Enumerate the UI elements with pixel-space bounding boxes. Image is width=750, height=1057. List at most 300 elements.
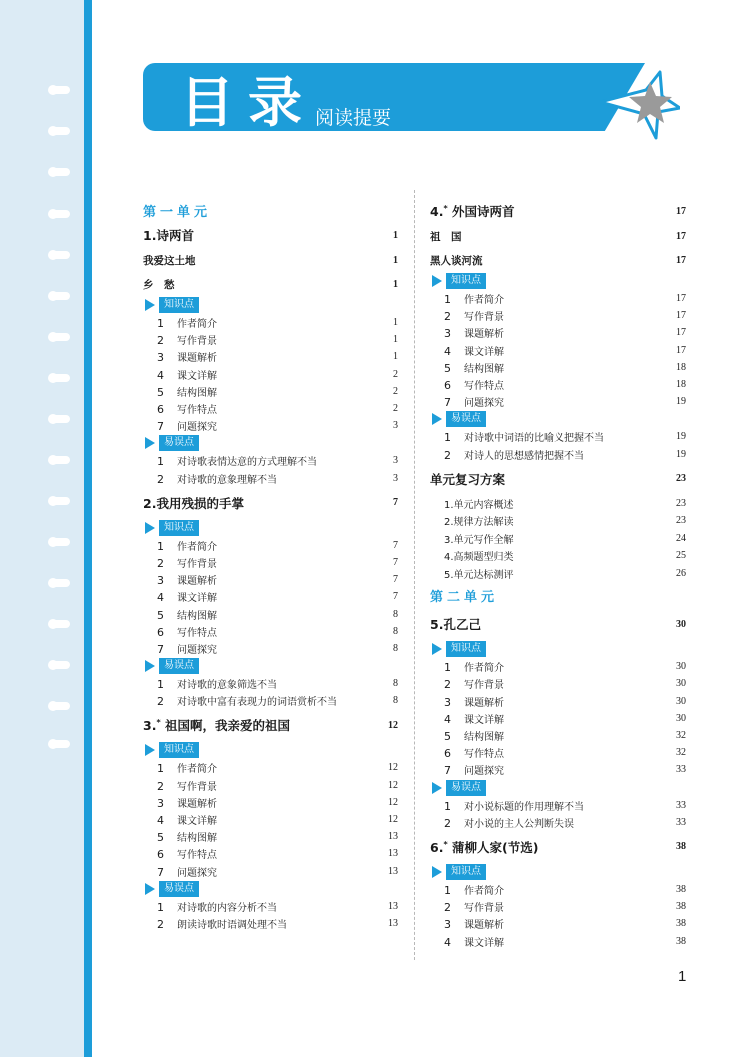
toc-item-entry[interactable]	[143, 470, 398, 487]
page-ref: 13	[388, 917, 398, 929]
item-title	[157, 641, 217, 656]
column-divider	[414, 190, 415, 960]
lesson-title: 5.孔乙己	[430, 617, 481, 633]
lesson-title	[430, 838, 538, 856]
toc-item-entry[interactable]	[143, 811, 398, 828]
toc-item-entry[interactable]	[143, 400, 398, 417]
play-arrow-icon	[432, 643, 442, 655]
page-ref: 12	[388, 719, 398, 731]
item-title	[444, 659, 504, 674]
toc-item-entry[interactable]	[143, 605, 398, 622]
page-ref: 7	[393, 556, 398, 568]
play-arrow-icon	[145, 522, 155, 534]
lesson-title	[430, 202, 515, 220]
toc-item-entry[interactable]	[430, 710, 686, 727]
item-text: 问题探究	[177, 644, 217, 656]
page-ref: 12	[388, 796, 398, 808]
item-title	[157, 349, 217, 364]
toc-item-entry[interactable]	[143, 915, 398, 932]
toc-review-entry[interactable]	[430, 495, 686, 513]
item-title	[444, 513, 514, 528]
item-text: 写作特点	[464, 749, 504, 761]
toc-lesson-entry[interactable]	[143, 222, 398, 248]
item-text: 对诗歌中词语的比喻义把握不当	[464, 433, 604, 445]
item-number: 6	[444, 747, 451, 761]
item-title	[157, 401, 217, 416]
item-number: 2	[157, 472, 164, 486]
toc-item-entry[interactable]	[430, 693, 686, 710]
ring	[52, 168, 70, 176]
item-title	[157, 864, 217, 879]
sub-title: 我爱这土地	[143, 254, 196, 267]
page-ref: 8	[393, 608, 398, 620]
item-text: 写作背景	[177, 558, 217, 570]
item-title	[444, 377, 504, 392]
toc-item-entry[interactable]	[143, 331, 398, 348]
item-number: 2	[157, 695, 164, 709]
page-ref: 24	[676, 532, 686, 544]
play-arrow-icon	[145, 660, 155, 672]
item-text: 对诗人的思想感情把握不当	[464, 450, 584, 462]
toc-item-entry[interactable]	[430, 727, 686, 744]
page-ref: 12	[388, 779, 398, 791]
page-ref: 7	[393, 591, 398, 603]
toc-item-entry[interactable]	[430, 342, 686, 359]
knowledge-tag	[143, 296, 398, 314]
item-text: 课题解析	[464, 920, 504, 932]
item-text: 写作特点	[177, 850, 217, 862]
spine-edge	[84, 0, 92, 1057]
item-text: 写作背景	[464, 903, 504, 915]
play-arrow-icon	[432, 413, 442, 425]
page-ref: 3	[393, 420, 398, 432]
toc-right-column	[430, 198, 686, 950]
tag-label: 易误点	[446, 411, 486, 427]
item-title	[444, 762, 504, 777]
play-arrow-icon	[145, 744, 155, 756]
play-arrow-icon	[145, 299, 155, 311]
page-ref: 1	[393, 351, 398, 363]
knowledge-tag	[143, 519, 398, 537]
page-ref: 12	[388, 762, 398, 774]
toc-item-entry[interactable]	[143, 828, 398, 845]
toc-review-entry[interactable]	[430, 547, 686, 565]
toc-item-entry[interactable]	[430, 814, 686, 831]
item-text: 对诗歌中富有表现力的词语赏析不当	[177, 697, 337, 709]
page-title: 目录	[180, 71, 316, 134]
lesson-title: 单元复习方案	[430, 471, 506, 487]
item-number: 3	[157, 796, 164, 810]
page-ref: 25	[676, 550, 686, 562]
item-number: 5	[444, 361, 451, 375]
item-number: 3	[444, 918, 451, 932]
sub-title: 祖 国	[430, 230, 462, 243]
lesson-title: 1.诗两首	[143, 228, 194, 243]
page-ref: 1	[393, 229, 398, 241]
item-number: 7	[444, 764, 451, 778]
toc-item-entry[interactable]	[143, 383, 398, 400]
toc-left-column	[143, 198, 398, 932]
lesson-name: 外国诗两首	[452, 204, 515, 219]
item-number: 3	[157, 351, 164, 365]
page-ref: 17	[676, 293, 686, 305]
page-ref: 17	[676, 310, 686, 322]
item-number: 1	[157, 539, 164, 553]
lesson-name: 祖国啊，我亲爱的祖国	[165, 718, 291, 734]
item-title	[157, 778, 217, 793]
page-ref: 30	[676, 712, 686, 724]
page-ref: 2	[393, 385, 398, 397]
toc-sub-entry[interactable]	[430, 248, 686, 272]
page-ref: 38	[676, 841, 686, 853]
item-number: 1	[444, 293, 451, 307]
item-text: 2.规律方法解读	[444, 517, 514, 529]
toc-sub-entry[interactable]	[430, 224, 686, 248]
page-ref: 2	[393, 403, 398, 415]
item-title	[157, 572, 217, 587]
play-arrow-icon	[145, 883, 155, 895]
toc-item-entry[interactable]	[143, 314, 398, 331]
tag-label: 知识点	[159, 297, 199, 313]
item-title	[444, 531, 514, 546]
item-text: 对诗歌的意象理解不当	[177, 474, 277, 486]
item-number: 5	[157, 608, 164, 622]
item-number: 2	[157, 779, 164, 793]
item-title	[444, 566, 514, 581]
ring	[52, 210, 70, 218]
page-ref: 30	[676, 661, 686, 673]
page-ref: 17	[676, 327, 686, 339]
item-title	[444, 745, 504, 760]
error-tag	[430, 410, 686, 428]
item-text: 作者简介	[464, 295, 504, 307]
page-ref: 1	[393, 317, 398, 329]
toc-item-entry[interactable]	[430, 915, 686, 932]
unit-heading	[143, 198, 398, 222]
play-arrow-icon	[432, 275, 442, 287]
lesson-title: 2.我用残损的手掌	[143, 495, 244, 511]
page-ref: 17	[676, 344, 686, 356]
item-text: 写作背景	[464, 680, 504, 692]
item-text: 4.高频题型归类	[444, 552, 514, 564]
toc-sub-entry[interactable]	[143, 272, 398, 296]
toc-item-entry[interactable]	[143, 675, 398, 692]
item-text: 课题解析	[177, 353, 217, 365]
toc-item-entry[interactable]	[430, 428, 686, 445]
star-icon	[600, 68, 680, 142]
item-title	[444, 815, 574, 830]
toc-item-entry[interactable]	[430, 290, 686, 307]
optional-mark: *	[156, 718, 161, 728]
item-text: 课文详解	[177, 816, 217, 828]
toc-lesson-entry[interactable]	[430, 198, 686, 224]
item-title	[157, 589, 217, 604]
toc-item-entry[interactable]	[430, 376, 686, 393]
page-ref: 33	[676, 799, 686, 811]
toc-item-entry[interactable]	[430, 898, 686, 915]
toc-item-entry[interactable]	[143, 863, 398, 880]
item-text: 课题解析	[177, 576, 217, 588]
item-number: 1	[157, 678, 164, 692]
item-text: 朗读诗歌时语调处理不当	[177, 919, 287, 931]
page-ref: 13	[388, 865, 398, 877]
item-text: 结构图解	[464, 732, 504, 744]
tag-label: 易误点	[159, 658, 199, 674]
play-arrow-icon	[432, 782, 442, 794]
toc-item-entry[interactable]	[430, 393, 686, 410]
item-number: 4	[157, 591, 164, 605]
toc-sub-entry[interactable]	[143, 248, 398, 272]
item-number: 2	[444, 448, 451, 462]
page-ref: 1	[393, 254, 398, 266]
toc-lesson-entry[interactable]	[430, 608, 686, 640]
item-number: 1	[157, 317, 164, 331]
page-ref: 17	[676, 254, 686, 266]
item-text: 作者简介	[464, 885, 504, 897]
error-tag	[143, 880, 398, 898]
ring	[52, 497, 70, 505]
toc-review-entry[interactable]	[430, 512, 686, 530]
toc-item-entry[interactable]	[143, 777, 398, 794]
toc-item-entry[interactable]	[143, 537, 398, 554]
unit-heading	[430, 582, 686, 608]
item-text: 写作特点	[177, 627, 217, 639]
toc-item-entry[interactable]	[143, 794, 398, 811]
page-ref: 32	[676, 730, 686, 742]
page-ref: 33	[676, 764, 686, 776]
knowledge-tag	[430, 640, 686, 658]
item-text: 3.单元写作全解	[444, 534, 514, 546]
ring	[52, 127, 70, 135]
toc-item-entry[interactable]	[143, 759, 398, 776]
tag-label: 知识点	[159, 520, 199, 536]
item-title	[157, 418, 217, 433]
item-text: 课文详解	[177, 593, 217, 605]
toc-lesson-entry[interactable]	[143, 487, 398, 519]
item-title	[157, 367, 217, 382]
toc-item-entry[interactable]	[430, 675, 686, 692]
optional-mark: *	[443, 839, 448, 849]
toc-item-entry[interactable]	[143, 348, 398, 365]
item-number: 4	[444, 344, 451, 358]
play-arrow-icon	[145, 437, 155, 449]
item-number: 1	[157, 762, 164, 776]
item-number: 3	[444, 327, 451, 341]
page-ref: 30	[676, 618, 686, 630]
item-title	[444, 343, 504, 358]
item-title	[157, 795, 217, 810]
knowledge-tag	[430, 272, 686, 290]
unit-label: 第二单元	[430, 589, 499, 605]
item-text: 1.单元内容概述	[444, 499, 514, 511]
item-number: 3	[157, 574, 164, 588]
item-number: 5	[157, 831, 164, 845]
toc-item-entry[interactable]	[430, 932, 686, 949]
page-ref: 18	[676, 379, 686, 391]
item-number: 5	[157, 385, 164, 399]
item-text: 作者简介	[177, 764, 217, 776]
toc-item-entry[interactable]	[143, 845, 398, 862]
tag-label: 知识点	[446, 864, 486, 880]
toc-item-entry[interactable]	[143, 366, 398, 383]
knowledge-tag	[430, 863, 686, 881]
item-title	[157, 899, 277, 914]
page-ref: 38	[676, 918, 686, 930]
toc-item-entry[interactable]	[143, 554, 398, 571]
item-text: 对小说的主人公判断失误	[464, 818, 574, 830]
optional-mark: *	[443, 203, 448, 213]
item-text: 课文详解	[464, 937, 504, 949]
item-title	[444, 429, 604, 444]
ring	[52, 702, 70, 710]
item-number: 7	[157, 642, 164, 656]
error-tag	[143, 657, 398, 675]
item-number: 6	[157, 848, 164, 862]
ring	[52, 740, 70, 748]
toc-lesson-entry[interactable]	[430, 463, 686, 495]
toc-item-entry[interactable]	[430, 761, 686, 778]
item-number: 2	[444, 816, 451, 830]
item-title	[157, 332, 217, 347]
page-ref: 8	[393, 642, 398, 654]
error-tag	[143, 434, 398, 452]
item-number: 7	[157, 865, 164, 879]
page-ref: 30	[676, 678, 686, 690]
item-text: 作者简介	[177, 541, 217, 553]
page-ref: 7	[393, 497, 398, 509]
item-title	[444, 308, 504, 323]
item-text: 对诗歌的内容分析不当	[177, 902, 277, 914]
tag-label: 易误点	[159, 881, 199, 897]
toc-item-entry[interactable]	[143, 588, 398, 605]
page-ref: 38	[676, 883, 686, 895]
page-ref: 33	[676, 816, 686, 828]
toc-lesson-entry[interactable]	[143, 709, 398, 741]
ring	[52, 661, 70, 669]
knowledge-tag	[143, 741, 398, 759]
item-number: 4	[157, 368, 164, 382]
item-title	[444, 798, 584, 813]
toc-item-entry[interactable]	[430, 359, 686, 376]
lesson-name: 蒲柳人家(节选)	[452, 839, 539, 855]
item-number: 1	[444, 883, 451, 897]
page-ref: 26	[676, 567, 686, 579]
item-number: 1	[444, 799, 451, 813]
item-title	[444, 711, 504, 726]
item-title	[157, 384, 217, 399]
item-title	[157, 846, 217, 861]
item-number: 2	[444, 678, 451, 692]
item-title	[444, 676, 504, 691]
tag-label: 易误点	[446, 780, 486, 796]
toc-item-entry[interactable]	[143, 623, 398, 640]
page-ref: 12	[388, 814, 398, 826]
item-text: 对诗歌的意象筛选不当	[177, 680, 277, 692]
item-number: 1	[444, 661, 451, 675]
toc-item-entry[interactable]	[143, 452, 398, 469]
item-title	[444, 291, 504, 306]
item-title	[157, 829, 217, 844]
item-number: 5	[444, 730, 451, 744]
item-title	[157, 812, 217, 827]
notebook-spine	[0, 0, 90, 1057]
toc-item-entry[interactable]	[430, 744, 686, 761]
item-number: 2	[157, 334, 164, 348]
item-text: 对诗歌表情达意的方式理解不当	[177, 457, 317, 469]
toc-lesson-entry[interactable]	[430, 831, 686, 863]
item-title	[444, 325, 504, 340]
toc-item-entry[interactable]	[430, 881, 686, 898]
item-title	[444, 728, 504, 743]
item-title	[444, 360, 504, 375]
item-text: 问题探究	[464, 398, 504, 410]
toc-item-entry[interactable]	[143, 692, 398, 709]
ring	[52, 292, 70, 300]
ring	[52, 251, 70, 259]
error-tag	[430, 779, 686, 797]
item-number: 1	[157, 900, 164, 914]
toc-item-entry[interactable]	[430, 307, 686, 324]
item-number: 1	[157, 455, 164, 469]
item-number: 2	[157, 917, 164, 931]
toc-item-entry[interactable]	[430, 797, 686, 814]
item-number: 3	[444, 695, 451, 709]
page-ref: 38	[676, 901, 686, 913]
page-ref: 23	[676, 497, 686, 509]
unit-label: 第一单元	[143, 204, 212, 220]
page-ref: 1	[393, 334, 398, 346]
item-number: 2	[157, 556, 164, 570]
toc-item-entry[interactable]	[143, 571, 398, 588]
item-title	[444, 694, 504, 709]
item-title	[157, 607, 217, 622]
page-ref: 32	[676, 747, 686, 759]
item-number: 4	[444, 712, 451, 726]
item-text: 写作特点	[464, 381, 504, 393]
page-ref: 17	[676, 205, 686, 217]
ring	[52, 538, 70, 546]
toc-review-entry[interactable]	[430, 530, 686, 548]
item-text: 课文详解	[177, 370, 217, 382]
toc-item-entry[interactable]	[430, 446, 686, 463]
toc-item-entry[interactable]	[143, 640, 398, 657]
page-ref: 13	[388, 848, 398, 860]
tag-label: 易误点	[159, 435, 199, 451]
item-title	[444, 882, 504, 897]
item-number: 2	[444, 901, 451, 915]
item-text: 问题探究	[177, 422, 217, 434]
toc-item-entry[interactable]	[430, 658, 686, 675]
page-ref: 2	[393, 368, 398, 380]
toc-item-entry[interactable]	[143, 417, 398, 434]
page-ref: 23	[676, 473, 686, 485]
toc-item-entry[interactable]	[143, 898, 398, 915]
item-title	[157, 676, 277, 691]
tag-label: 知识点	[446, 641, 486, 657]
item-title	[444, 394, 504, 409]
page-ref: 38	[676, 935, 686, 947]
toc-item-entry[interactable]	[430, 324, 686, 341]
toc-review-entry[interactable]	[430, 565, 686, 583]
item-text: 结构图解	[177, 610, 217, 622]
item-text: 结构图解	[177, 833, 217, 845]
item-text: 课文详解	[464, 346, 504, 358]
item-title	[444, 916, 504, 931]
page-ref: 13	[388, 831, 398, 843]
page-ref: 19	[676, 431, 686, 443]
item-text: 问题探究	[464, 766, 504, 778]
page-ref: 17	[676, 230, 686, 242]
